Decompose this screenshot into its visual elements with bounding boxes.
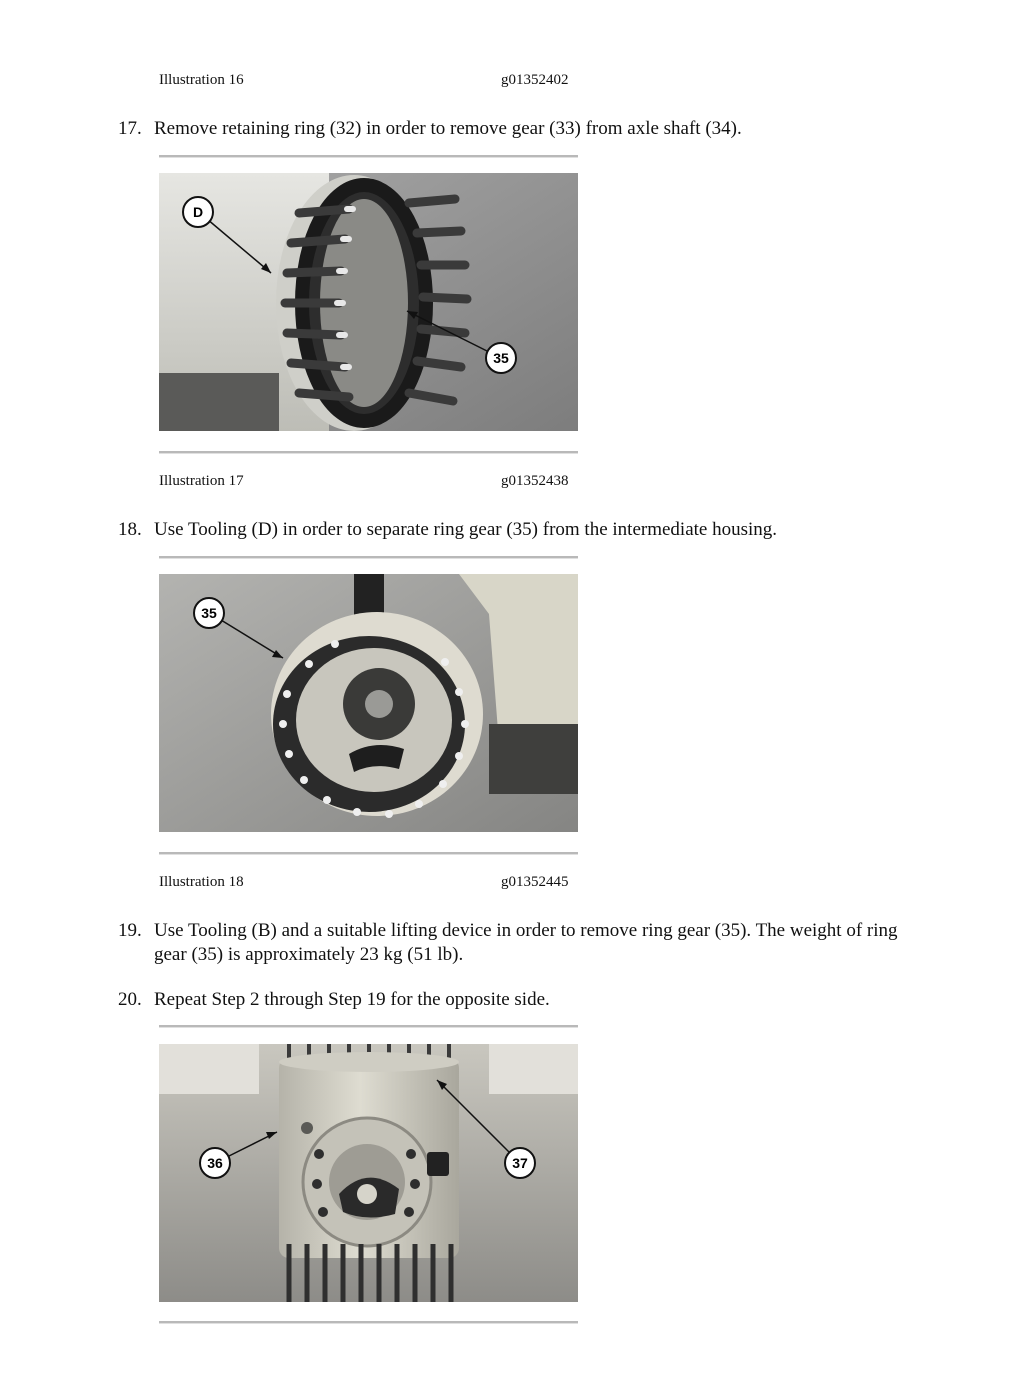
- figure-top-rule: [159, 1025, 578, 1028]
- callout-36-label: 36: [207, 1155, 223, 1171]
- step-18: [118, 518, 918, 542]
- step-number: 20.: [118, 989, 142, 1010]
- step-text: Remove retaining ring (32) in order to remove gear (33) from axle shaft (34).: [154, 118, 742, 139]
- step-number: 17.: [118, 118, 142, 139]
- illustration-label: Illustration 17: [159, 473, 244, 489]
- figure-top-rule: [159, 556, 578, 559]
- figure-bottom-rule: [159, 852, 578, 855]
- figure-18-photo: [159, 574, 578, 832]
- graphic-id: g01352445: [501, 874, 569, 890]
- step-text: Use Tooling (B) and a suitable lifting device in order to remove ring gear (35). The weight of ring gear (35) is approximately 23 kg (51 lb).: [154, 920, 898, 965]
- step-17: [118, 117, 918, 141]
- ring-gear-lifted-image: [159, 574, 578, 832]
- step-text: Repeat Step 2 through Step 19 for the opposite side.: [154, 989, 550, 1010]
- graphic-id: g01352402: [501, 72, 569, 88]
- graphic-id: g01352438: [501, 473, 569, 489]
- illustration-17-caption: [159, 473, 578, 490]
- step-19: [118, 919, 918, 967]
- callout-d-label: D: [192, 204, 204, 220]
- callout-37-label: 37: [512, 1155, 528, 1171]
- intermediate-housing-image: [159, 1044, 578, 1302]
- illustration-label: Illustration 18: [159, 874, 244, 890]
- step-number: 18.: [118, 519, 142, 540]
- step-text: Use Tooling (D) in order to separate ring gear (35) from the intermediate housing.: [154, 519, 778, 540]
- figure-top-rule: [159, 155, 578, 158]
- illustration-label: Illustration 16: [159, 72, 244, 88]
- callout-35-label: 35: [201, 605, 217, 621]
- figure-19-photo: [159, 1044, 578, 1302]
- step-20: [118, 988, 918, 1012]
- step-number: 19.: [118, 920, 142, 941]
- callout-35-label: 35: [493, 350, 509, 366]
- illustration-18-caption: [159, 874, 578, 891]
- figure-bottom-rule: [159, 451, 578, 454]
- figure-bottom-rule: [159, 1321, 578, 1324]
- illustration-16-caption: [159, 72, 578, 89]
- figure-17-photo: [159, 173, 578, 431]
- ring-gear-housing-image: [159, 173, 578, 431]
